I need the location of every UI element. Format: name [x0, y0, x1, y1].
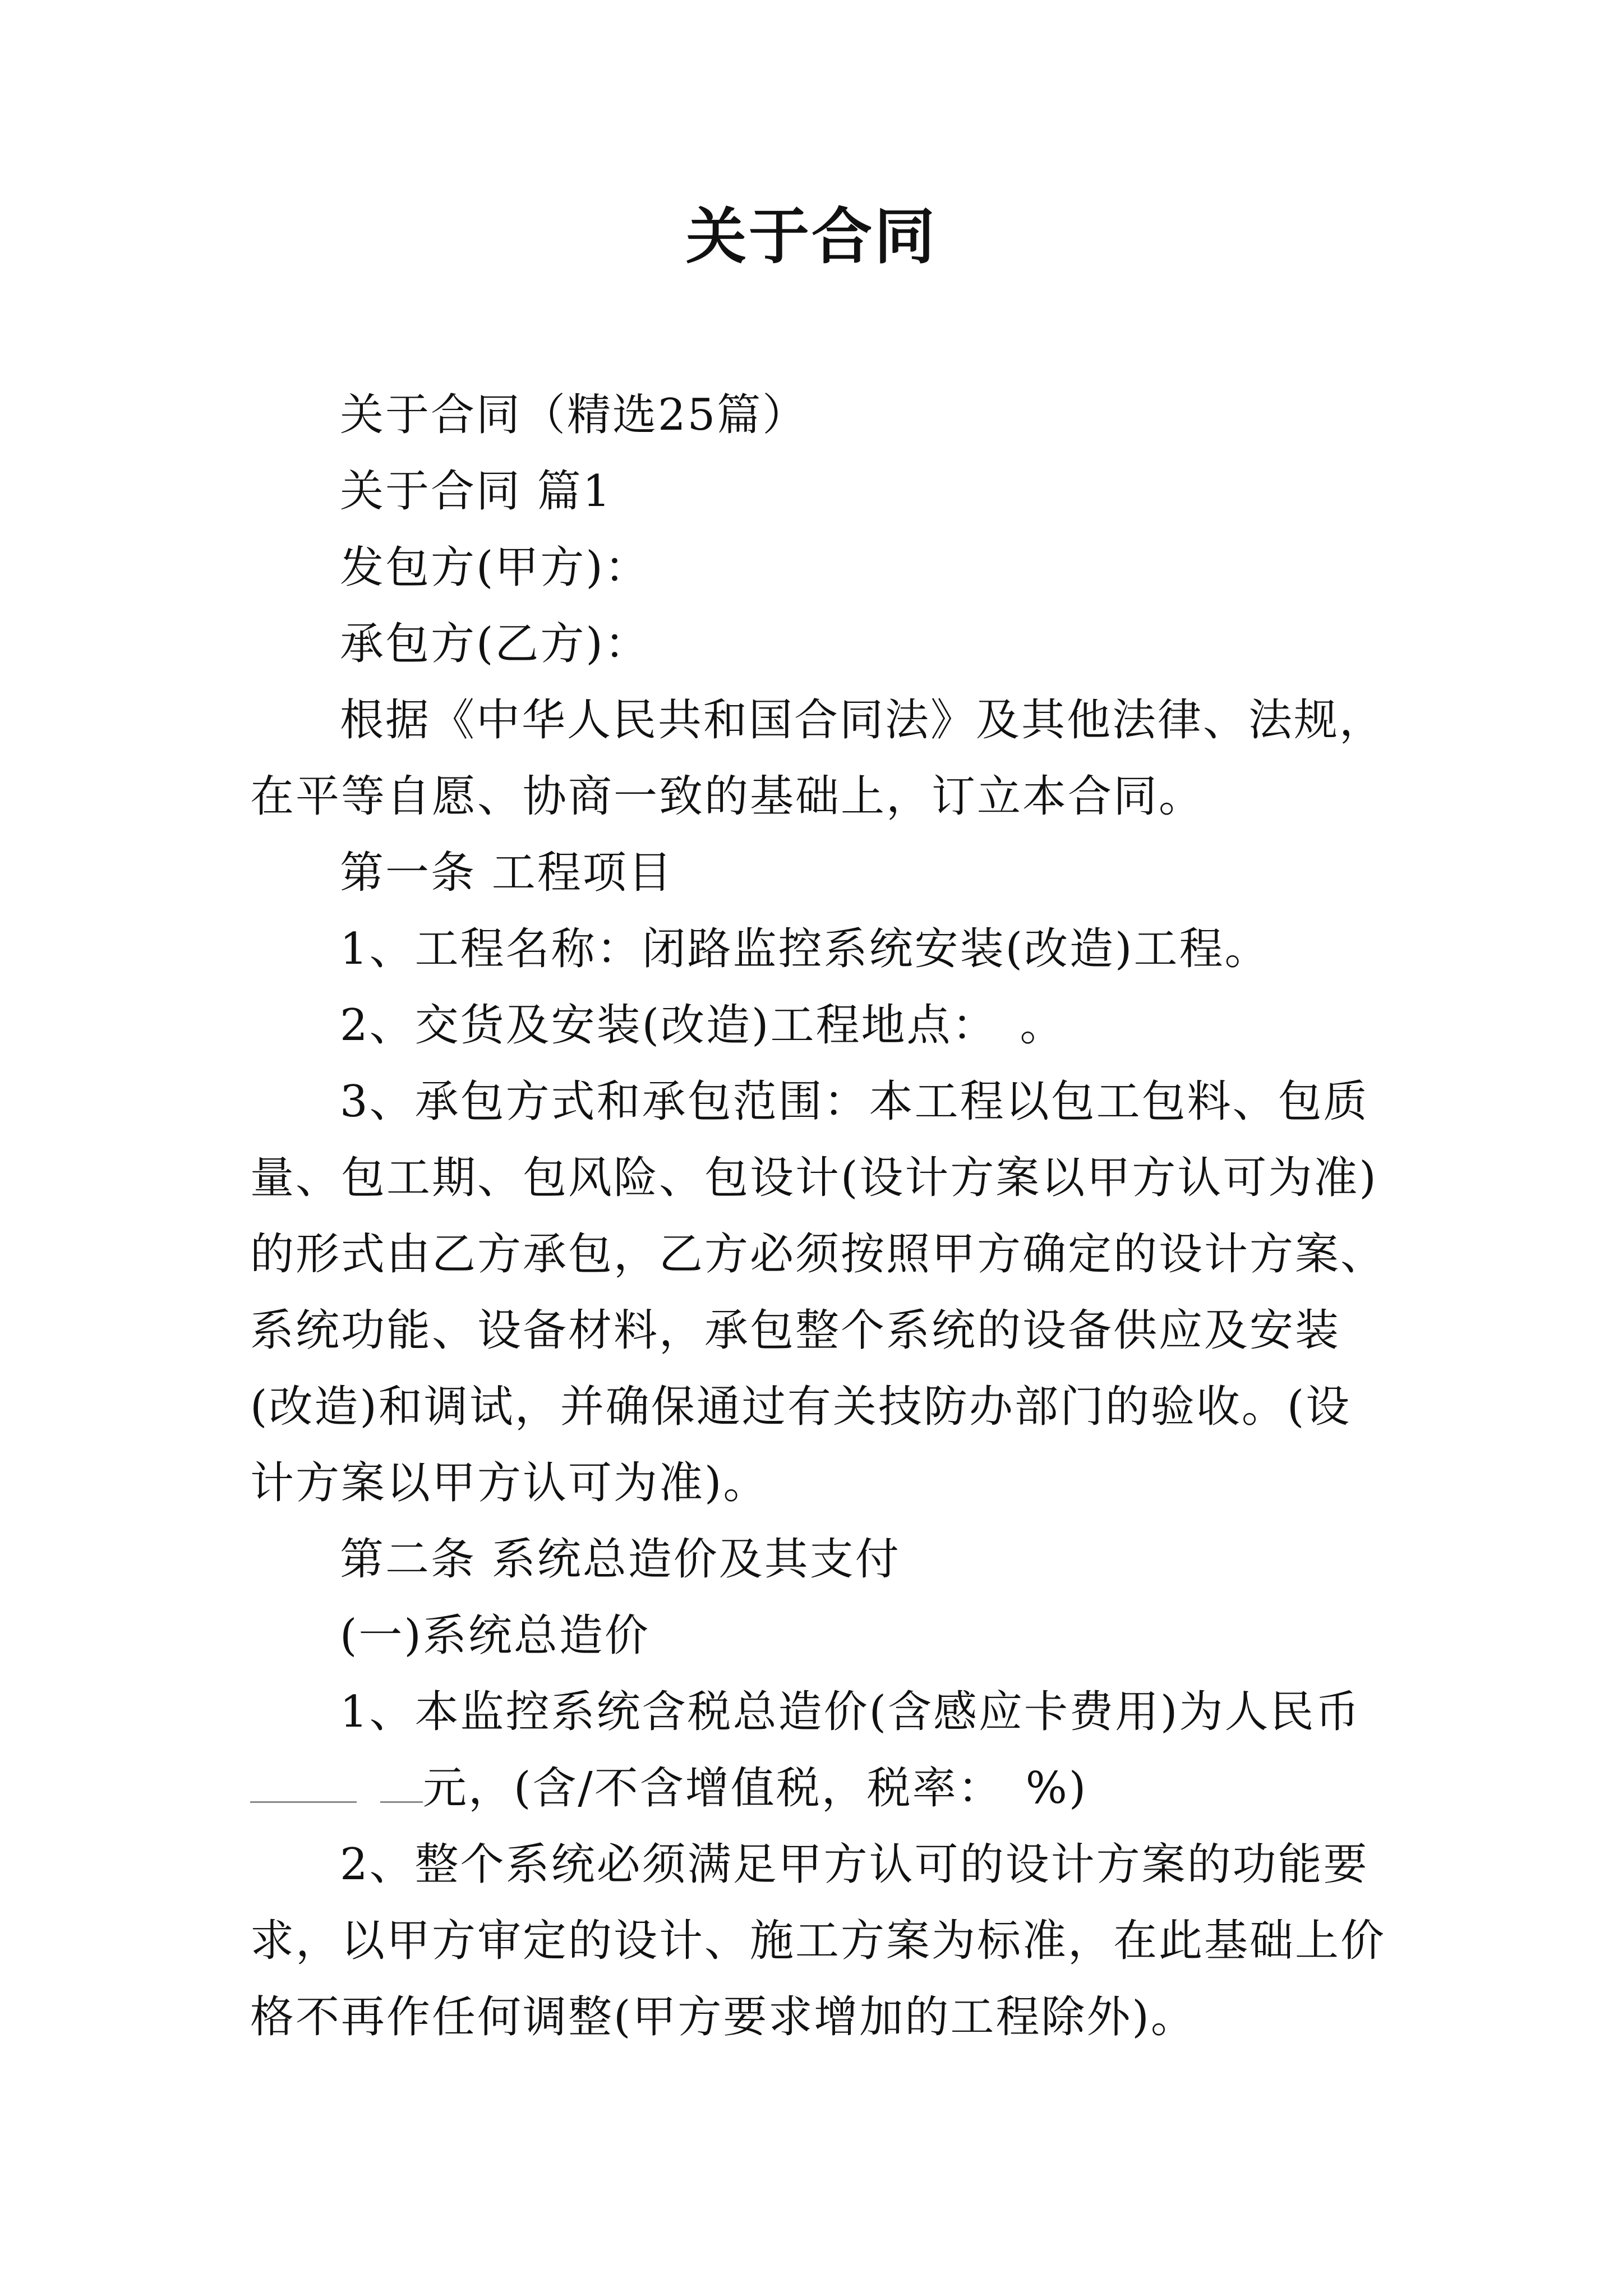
subtitle-line: 关于合同（精选25篇） [340, 390, 808, 440]
subsection-heading: (一)系统总造价 [340, 1611, 650, 1661]
document-title: 关于合同 [685, 201, 937, 272]
party-a-line: 发包方(甲方)： [340, 542, 650, 593]
amount-blank [250, 1757, 357, 1803]
preamble-paragraph: 根据《中华人民共和国合同法》及其他法律、法规，在平等自愿、协商一致的基础上，订立本合同。 [250, 695, 1385, 822]
article-2-heading: 第二条 系统总造价及其支付 [340, 1534, 901, 1585]
tax-rate-suffix: %) [1025, 1763, 1088, 1814]
document-body [250, 377, 1394, 2055]
project-location-end: 。 [1020, 1000, 1066, 1051]
amount-unit-text: 元，(含/不含增值税，税率： [423, 1763, 1003, 1814]
project-location-label: 2、交货及安装(改造)工程地点： [340, 1000, 998, 1051]
total-price-amount-line [250, 1750, 1394, 1826]
price-adjustment-paragraph: 2、整个系统必须满足甲方认可的设计方案的功能要求，以甲方审定的设计、施工方案为标准，在此基础上价格不再作任何调整(甲方要求增加的工程除外)。 [250, 1839, 1386, 2042]
article-1-heading: 第一条 工程项目 [340, 848, 674, 898]
amount-blank-short [380, 1757, 423, 1803]
party-b-line: 承包方(乙方)： [340, 619, 650, 669]
section-heading: 关于合同 篇1 [340, 466, 612, 517]
project-name-line: 1、工程名称：闭路监控系统安装(改造)工程。 [340, 924, 1270, 974]
project-location-line [250, 987, 1394, 1064]
total-price-line: 1、本监控系统含税总造价(含感应卡费用)为人民币 [340, 1687, 1361, 1737]
contract-scope-paragraph: 3、承包方式和承包范围：本工程以包工包料、包质量、包工期、包风险、包设计(设计方案以甲方认可为准)的形式由乙方承包，乙方必须按照甲方确定的设计方案、系统功能、设备材料，承包整个系统的设备供应及安装(改造)和调试，并确保通过有关技防办部门的验收。(设计方案以甲方认可为准)。 [250, 1076, 1386, 1508]
